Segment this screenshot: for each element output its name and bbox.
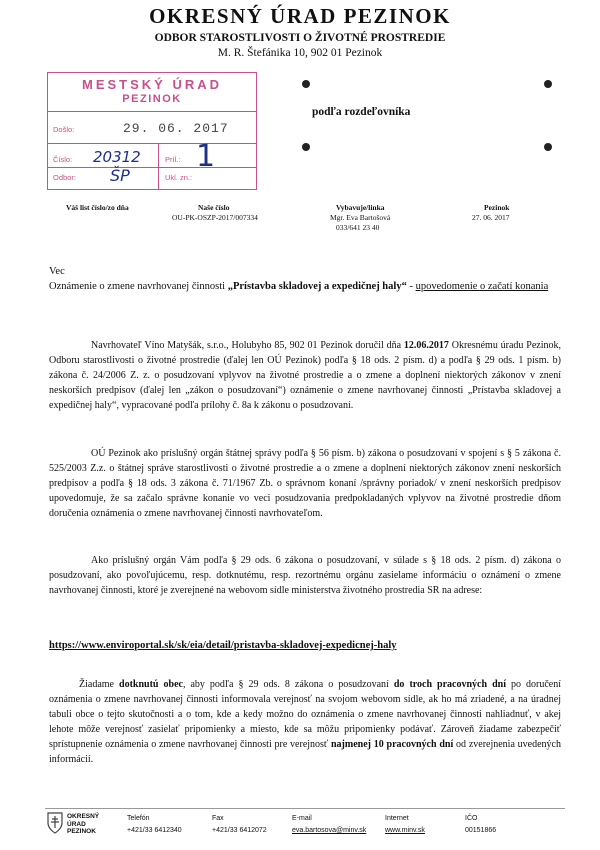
meta-phone-line: 033/641 23 40 [336, 223, 380, 232]
meta-place-label: Pezinok [484, 203, 510, 212]
stamp-date: 29. 06. 2017 [123, 121, 229, 136]
stamp-label-received: Došlo: [53, 125, 75, 134]
department-name: ODBOR STAROSTLIVOSTI O ŽIVOTNÉ PROSTREDIE [154, 32, 446, 44]
meta-handled-by-label: Vybavuje/linka [336, 203, 385, 212]
address-corner-mark [302, 80, 310, 88]
paragraph-request: Žiadame dotknutú obec, aby podľa § 29 ods. 8 zákona o posudzovaní do troch pracovných dní po doručení oznámenia o zmene navrhovanej činnosti informovala verejnosť na svojom webovom sídle, ak ho má zriadené, a na úradnej tabuli obce o tejto skutočnosti a o tom, kde a kedy možno do oznámenia o zmene navrhovanej činnosti nahliadnuť, v akej lehote môže verejnosť zasielať pripomienky a miesto, kde sa môžu pripomienky podávať. Zároveň žiadame zabezpečiť sprístupnenie oznámenia o zmene navrhovanej činnosti pre verejnosť najmenej 10 pracovných dní od zverejnenia uvedených informácií. [49, 679, 562, 765]
subject-label: Vec [49, 266, 65, 277]
office-title: OKRESNÝ ÚRAD PEZINOK [149, 4, 451, 28]
stamp-office: MESTSKÝ ÚRAD [81, 77, 222, 92]
address-corner-mark [544, 80, 552, 88]
footer-fax-label: Fax [212, 815, 224, 822]
enviroportal-link[interactable]: https://www.enviroportal.sk/sk/eia/detail/pristavba-skladovej-expedicnej-haly [49, 640, 397, 651]
footer-email-label: E-mail [292, 815, 312, 822]
coat-of-arms-icon [47, 812, 63, 834]
footer-divider [45, 808, 565, 809]
paragraph-proceedings: OÚ Pezinok ako príslušný orgán štátnej správy podľa § 56 písm. b) zákona o posudzovaní v spojení s § 5 zákona č. 525/2003 Z.z. o štátnej správe starostlivosti o životné prostredie a o zmene a doplnení niektorých zákonov znení neskorších predpisov a podľa § 18 ods. 3 zákona č. 71/1967 Zb. o správnom konaní /správny poriadok/ v znení neskorších predpisov upovedomuje, že sa začalo správne konanie vo veci posudzovania predpokladaných vplyvov na životné prostredie dňom doručenia oznámenia o zmene navrhovanej činnosti navrhovateľom. [49, 448, 561, 519]
footer-ico: 00151866 [465, 827, 497, 834]
footer-email[interactable]: eva.bartosova@minv.sk [292, 827, 367, 834]
office-address: M. R. Štefánika 10, 902 01 Pezinok [217, 47, 383, 59]
stamp-label-attachments: Príl.: [165, 155, 181, 164]
footer-org: OKRESNÝ ÚRAD PEZINOK [67, 813, 100, 835]
footer-phone: +421/33 6412340 [127, 827, 182, 834]
footer-ico-label: IČO [465, 815, 478, 822]
meta-date: 27. 06. 2017 [472, 213, 510, 222]
address-corner-mark [302, 143, 310, 151]
address-corner-mark [544, 143, 552, 151]
paragraph-information: Ako príslušný orgán Vám podľa § 29 ods. 6 zákona o posudzovaní, v súlade s § 18 ods. 2 písm. d) zákona o posudzovaní, ako povoľujúcemu, resp. dotknutému, resp. rezortnému orgánu zasielame informáciu o oznámení o zmene navrhovanej činnosti, ktoré je zverejnené na webovom sídle ministerstva životného prostredia SR na adrese: [49, 555, 561, 596]
meta-handled-by: Mgr. Eva Bartošová [330, 213, 391, 222]
meta-our-number-label: Naše číslo [198, 203, 230, 212]
registry-stamp [47, 72, 257, 190]
stamp-department: ŠP [110, 166, 130, 185]
meta-your-letter-label: Váš list číslo/zo dňa [66, 203, 129, 212]
recipient: podľa rozdeľovníka [312, 106, 411, 118]
stamp-label-filing: Ukl. zn.: [165, 173, 193, 182]
footer-phone-label: Telefón [127, 815, 150, 822]
subject-line: Oznámenie o zmene navrhovanej činnosti „Prístavba skladovej a expedičnej haly“ - upovedomenie o začatí konania [49, 281, 549, 292]
footer-web[interactable]: www.minv.sk [385, 827, 425, 834]
stamp-label-department: Odbor: [53, 173, 76, 182]
stamp-number: 20312 [93, 148, 141, 166]
stamp-attachments: 1 [196, 139, 216, 174]
meta-our-number: OU-PK-OSZP-2017/007334 [172, 213, 258, 222]
footer-web-label: Internet [385, 815, 409, 822]
stamp-city: PEZINOK [122, 93, 182, 105]
footer-fax: +421/33 6412072 [212, 827, 267, 834]
stamp-label-number: Číslo: [53, 155, 73, 164]
paragraph-notice: Navrhovateľ Víno Matyšák, s.r.o., Holubyho 85, 902 01 Pezinok doručil dňa 12.06.2017 Okresnému úradu Pezinok, Odboru starostlivosti o životné prostredie (ďalej len OÚ Pezinok) podľa § 18 ods. 2 písm. d) a podľa § 29 ods. 1 písm. b) zákona č. 24/2006 Z. z. o posudzovaní vplyvov na životné prostredie a o zmene a doplnení niektorých zákonov v znení neskorších predpisov (ďalej len „zákon o posudzovaní“) oznámenie o zmene navrhovanej činnosti „Prístavba skladovej a expedičnej haly“, vypracované podľa prílohy č. 8a k zákonu o posudzovaní. [49, 340, 561, 411]
